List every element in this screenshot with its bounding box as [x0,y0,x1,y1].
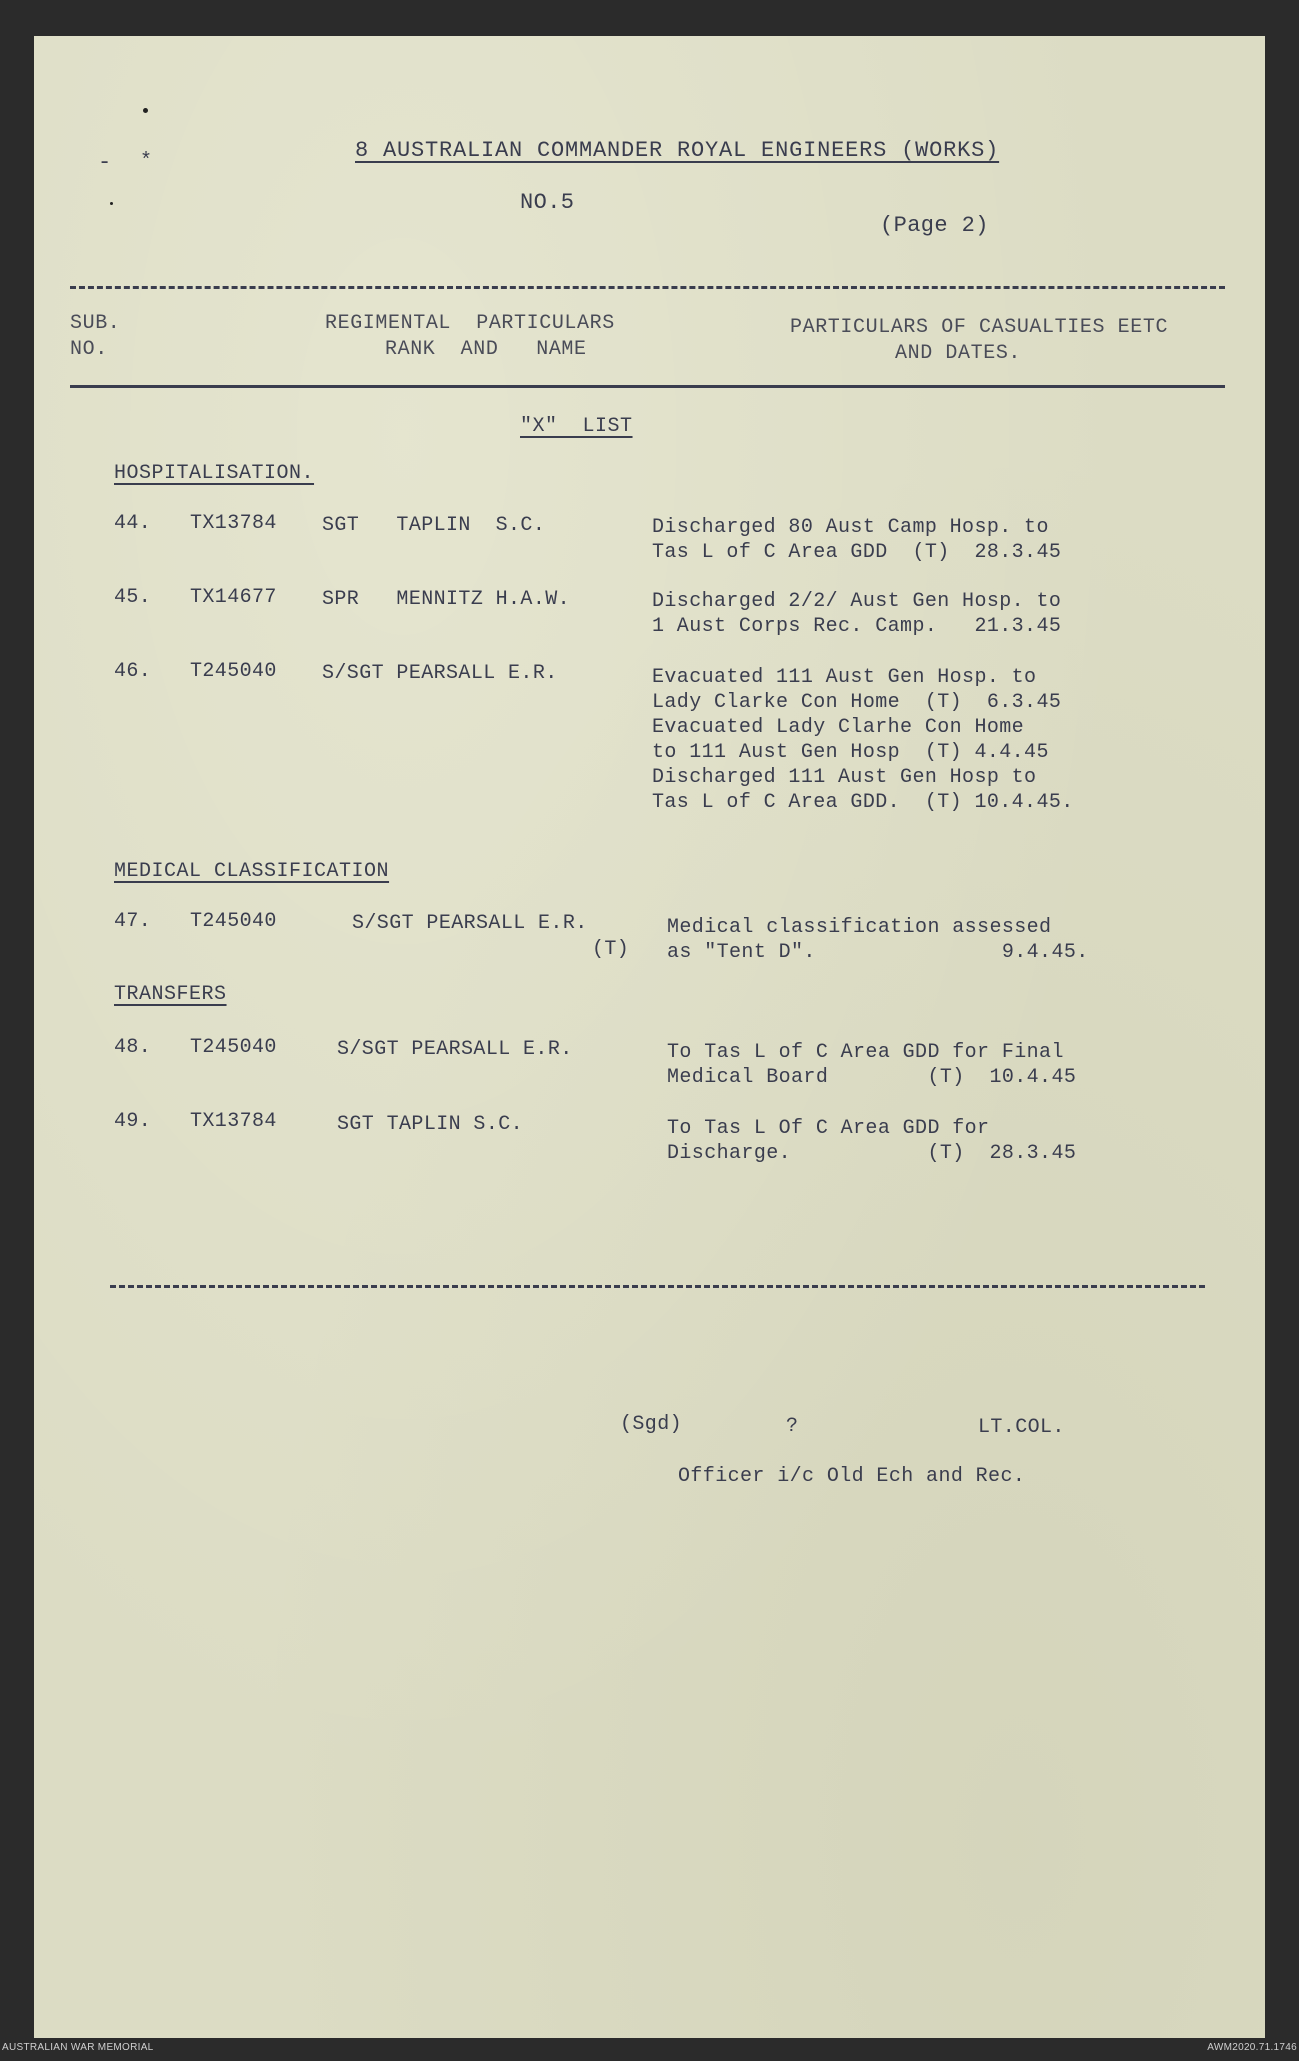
entry-rank-suffix: (T) [592,938,630,961]
entry-rank-name: S/SGT PEARSALL E.R. [337,1038,573,1061]
entry-rank-name: SGT TAPLIN S.C. [337,1113,524,1136]
entry-number: 46. [114,660,152,683]
entry-regimental-number: T245040 [190,910,277,933]
entry-rank-name: SPR MENNITZ H.A.W. [322,588,571,611]
entry-details-line: 1 Aust Corps Rec. Camp. 21.3.45 [652,615,1062,638]
header-rule-bottom [70,385,1225,388]
header-rule-top [70,286,1225,289]
entry-details-line: Evacuated 111 Aust Gen Hosp. to [652,666,1037,689]
signature-mark: ? [786,1415,799,1438]
entry-details-line: To Tas L Of C Area GDD for [667,1117,990,1140]
entry-details-line: To Tas L of C Area GDD for Final [667,1041,1064,1064]
entry-number: 49. [114,1110,152,1133]
ink-mark: - [98,150,112,175]
ink-mark [110,202,113,205]
entry-details-line: Medical Board (T) 10.4.45 [667,1066,1077,1089]
entry-details-line: to 111 Aust Gen Hosp (T) 4.4.45 [652,741,1049,764]
ink-mark [143,108,148,113]
entry-details-line: Tas L of C Area GDD. (T) 10.4.45. [652,791,1074,814]
signature-office: Officer i/c Old Ech and Rec. [678,1465,1026,1488]
entry-details-line: Tas L of C Area GDD (T) 28.3.45 [652,541,1062,564]
list-title: "X" LIST [520,415,633,438]
entry-number: 48. [114,1036,152,1059]
column-casualties-line1: PARTICULARS OF CASUALTIES EETC [790,316,1169,339]
section-hospitalisation: HOSPITALISATION. [114,462,315,485]
archive-credit: AUSTRALIAN WAR MEMORIAL [2,2042,154,2053]
entry-details-line: Evacuated Lady Clarhe Con Home [652,716,1025,739]
footer-rule [110,1285,1205,1288]
entry-regimental-number: T245040 [190,660,277,683]
entry-rank-name: S/SGT PEARSALL E.R. [322,662,558,685]
page-number: (Page 2) [880,213,989,238]
entry-details-line: Discharged 111 Aust Gen Hosp to [652,766,1037,789]
entry-details-line: Discharge. (T) 28.3.45 [667,1142,1077,1165]
entry-number: 44. [114,512,152,535]
entry-number: 47. [114,910,152,933]
column-sub-no-line1: SUB. [70,312,121,335]
entry-rank-name: SGT TAPLIN S.C. [322,514,546,537]
section-transfers: TRANSFERS [114,983,227,1006]
document-title: 8 AUSTRALIAN COMMANDER ROYAL ENGINEERS (WORKS) [355,138,1000,163]
entry-details-line: Medical classification assessed [667,916,1052,939]
column-sub-no-line2: NO. [70,338,108,361]
ink-mark: * [140,150,153,173]
entry-rank-name: S/SGT PEARSALL E.R. [352,912,588,935]
entry-regimental-number: TX14677 [190,586,277,609]
entry-number: 45. [114,586,152,609]
entry-regimental-number: TX13784 [190,1110,277,1133]
column-casualties-line2: AND DATES. [895,342,1022,365]
entry-regimental-number: TX13784 [190,512,277,535]
signature-rank: LT.COL. [978,1416,1065,1439]
entry-details-line: Discharged 80 Aust Camp Hosp. to [652,516,1049,539]
entry-details-line: Lady Clarke Con Home (T) 6.3.45 [652,691,1062,714]
entry-details-line: Discharged 2/2/ Aust Gen Hosp. to [652,590,1062,613]
archive-reference: AWM2020.71.1746 [1207,2042,1297,2053]
signature-sgd: (Sgd) [620,1413,683,1436]
document-number: NO.5 [520,190,575,215]
section-medical-classification: MEDICAL CLASSIFICATION [114,860,390,883]
entry-details-line: as "Tent D". 9.4.45. [667,941,1089,964]
entry-regimental-number: T245040 [190,1036,277,1059]
column-regimental-line2: RANK AND NAME [385,338,587,361]
column-regimental-line1: REGIMENTAL PARTICULARS [325,312,615,335]
